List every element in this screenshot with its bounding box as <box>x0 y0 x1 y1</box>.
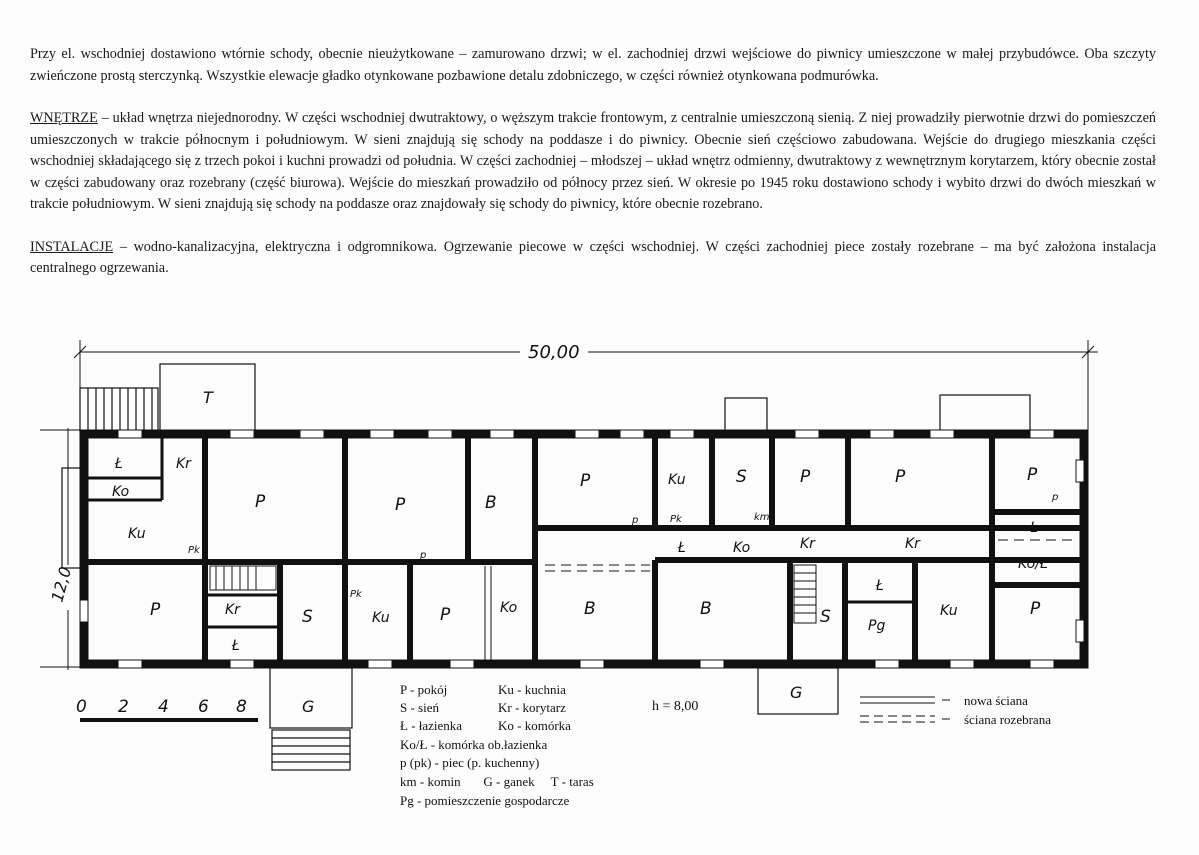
scale-4: 4 <box>158 697 169 717</box>
room-P1: P <box>255 492 266 512</box>
dimension-depth-label: 12,0 <box>47 564 76 605</box>
legend <box>400 682 1051 808</box>
room-Ku1: Ku <box>128 526 146 542</box>
legend-P: P - pokój <box>400 682 448 697</box>
room-Pg: Pg <box>868 618 886 634</box>
room-Ku2: Ku <box>668 472 686 488</box>
room-P10: P <box>1030 599 1041 619</box>
legend-new-wall: nowa ściana <box>964 693 1028 708</box>
room-Kr2: Kr <box>800 536 815 552</box>
room-Ku3: Ku <box>372 610 390 626</box>
scale-0: 0 <box>76 697 87 717</box>
room-p1: p <box>632 515 639 526</box>
interior-walls <box>84 434 1084 664</box>
room-P3: P <box>580 471 591 491</box>
outer-walls <box>84 434 1084 664</box>
room-L4: Ł <box>232 638 240 654</box>
room-P6: P <box>1027 465 1038 485</box>
scale-2: 2 <box>118 697 129 717</box>
height-label: h = 8,00 <box>652 699 699 714</box>
scale-bar <box>76 697 258 722</box>
room-Ku4: Ku <box>940 603 958 619</box>
room-L2: Ł <box>678 540 686 556</box>
room-S1: S <box>736 467 747 487</box>
room-p2: p <box>1052 492 1059 503</box>
room-Kr3: Kr <box>225 602 240 618</box>
legend-KoL: Ko/Ł - komórka ob.łazienka <box>400 737 548 752</box>
room-L1: Ł <box>115 456 123 472</box>
room-Ko2: Ko <box>733 540 751 556</box>
room-p3: p <box>420 550 427 561</box>
room-L3: Ł <box>1030 520 1038 536</box>
legend-km-g-t: km - komin G - ganek T - taras <box>400 774 594 789</box>
legend-S: S - sień <box>400 700 439 715</box>
intro-paragraph: Przy el. wschodniej dostawiono wtórnie schody, obecnie nieużytkowane – zamurowano drzwi; w el. zachodniej drzwi wejściowe do piwnicy umieszczone w małej przybudówce. Oba szczyty zwieńczone prostą sterczynką. Wszystkie elewacje gładko otynkowane pozbawione detalu zdobniczego, w części również otynkowana podmurówka. <box>30 46 1156 84</box>
room-Pk2: Pk <box>670 514 682 525</box>
legend-removed-wall: ściana rozebrana <box>964 712 1051 727</box>
installations-body: – wodno-kanalizacyjna, elektryczna i odgromnikowa. Ogrzewanie piecowe w części wschodniej. W części zachodniej piece zostały rozebrane – ma być założona instalacja centralnego ogrzewania. <box>30 238 1156 276</box>
scale-8: 8 <box>236 697 247 717</box>
room-Ko3: Ko <box>500 600 518 616</box>
room-km: km <box>754 512 770 523</box>
new-wall-symbol <box>860 697 950 703</box>
legend-Pg: Pg - pomieszczenie gospodarcze <box>400 793 570 808</box>
room-P9: P <box>440 605 451 625</box>
legend-Ko: Ko - komórka <box>498 718 571 733</box>
room-P4: P <box>800 467 811 487</box>
room-G1: G <box>302 697 315 716</box>
scale-6: 6 <box>198 697 209 717</box>
legend-L: Ł - łazienka <box>400 718 463 733</box>
room-B1: B <box>485 493 497 513</box>
room-B3: B <box>700 599 712 619</box>
room-S3: S <box>820 607 831 627</box>
room-G2: G <box>790 683 803 702</box>
room-S2: S <box>302 607 313 627</box>
room-T: T <box>203 388 213 407</box>
room-Pk3: Pk <box>350 589 362 600</box>
room-L5: Ł <box>876 578 884 594</box>
installations-heading: INSTALACJE <box>30 238 114 255</box>
new-wall-marks <box>485 566 491 660</box>
dimension-width <box>74 340 1098 432</box>
room-P2: P <box>395 495 406 515</box>
interior-heading: WNĘTRZE <box>30 110 98 126</box>
room-P7: P <box>150 600 161 620</box>
dimension-width-label: 50,00 <box>528 342 580 363</box>
dimension-depth <box>40 428 80 670</box>
legend-Ku: Ku - kuchnia <box>498 682 566 697</box>
room-Ko1: Ko <box>112 484 130 500</box>
room-P5: P <box>895 467 906 487</box>
room-Kw: Kr <box>905 536 920 552</box>
room-KoL: Ko/Ł <box>1018 556 1048 572</box>
room-B2: B <box>584 599 596 619</box>
legend-Kr: Kr - korytarz <box>498 700 566 715</box>
windows <box>80 430 1084 668</box>
room-Pk1: Pk <box>188 545 200 556</box>
removed-wall-symbol <box>860 716 935 722</box>
legend-p: p (pk) - piec (p. kuchenny) <box>400 755 540 770</box>
interior-body: – układ wnętrza niejednorodny. W części wschodniej dwutraktowy, o węższym trakcie frontowym, z centralnie umieszczoną sienią. Z niej prowadziły pierwotnie drzwi do pomieszczeń umieszczonych w trakcie północnym i południowym. W sieni znajdują się schody na poddasze i do piwnicy. Obecnie sień częściowo zabudowana. Wejście do drugiego mieszkania części wschodniej składającego się z trzech pokoi i kuchni prowadzi od południa. W części zachodniej – młodszej – układ wnętrz odmienny, dwutraktowy z wewnętrznym korytarzem, który obecnie został w części zabudowany oraz rozebrany (część biurowa). Wejście do mieszkań prowadziło od północy przez sień. W okresie po 1945 roku dostawiono schody i wybito drzwi do dwóch mieszkań w trakcie południowym. W sieni znajdują się schody na poddasze oraz znajdowały się schody do piwnicy, które obecnie rozebrano. <box>30 110 1156 212</box>
room-Kr1: Kr <box>176 456 191 472</box>
